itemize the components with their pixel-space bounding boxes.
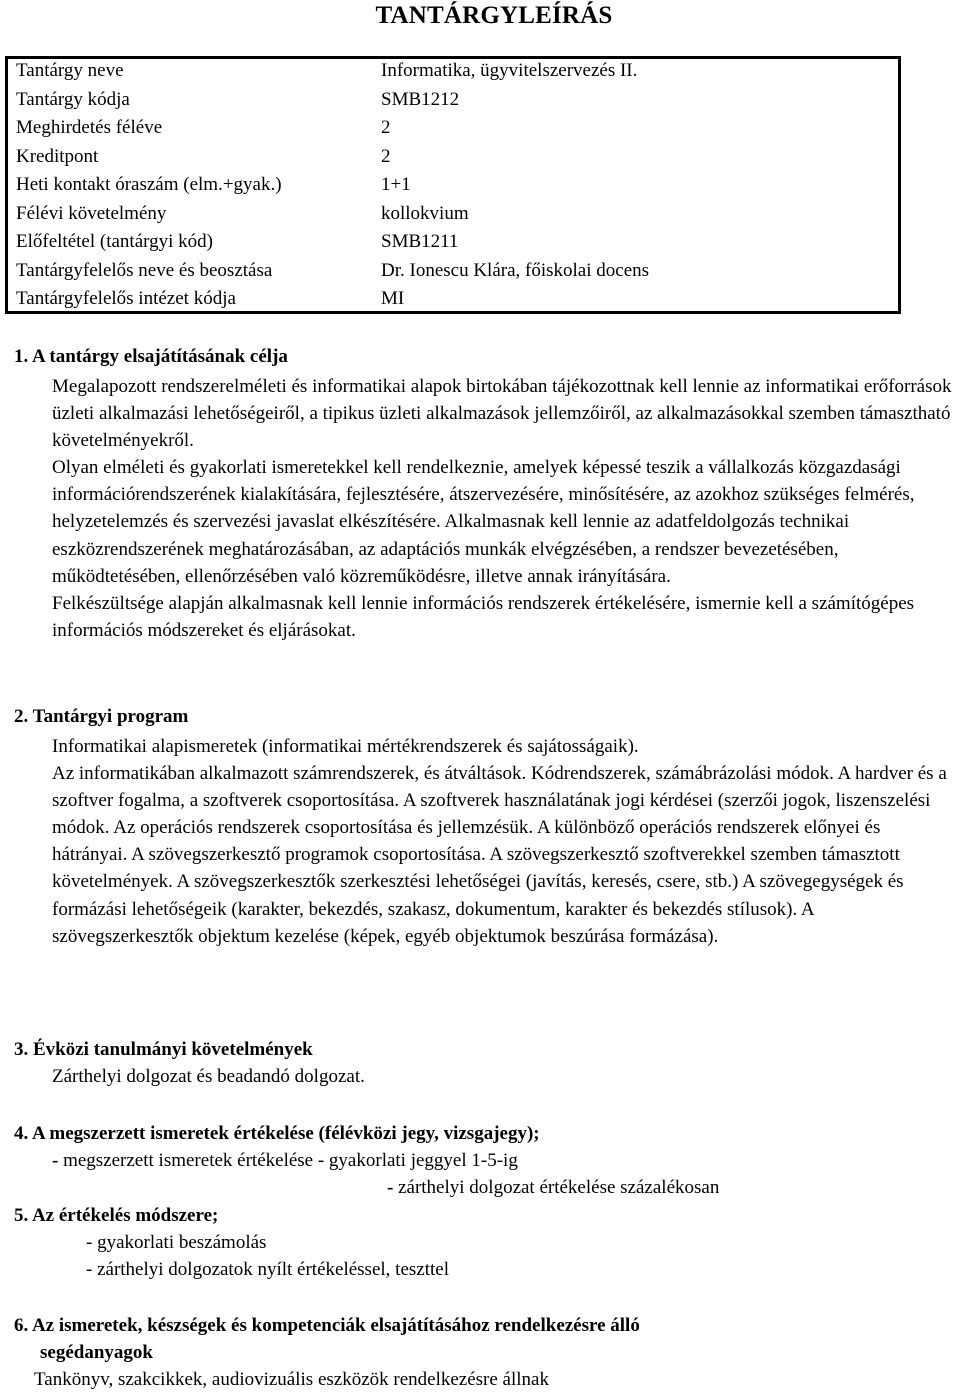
section-2-heading: 2. Tantárgyi program	[14, 706, 189, 727]
info-value: 2	[381, 117, 391, 138]
info-label: Tantárgy neve	[16, 60, 124, 81]
info-value: 2	[381, 145, 391, 167]
section-1-paragraph: Olyan elméleti és gyakorlati ismeretekkel kell rendelkeznie, amelyek képessé teszik a vállalkozás közgazdasági információrendszerének kialakítására, fejlesztésére, átszervezésére, minősítésére, az azokhoz szükséges felmérés, helyzetelemzés és szervezési javaslat elkészítésére. Alkalmasnak kell lennie az adatfeldolgozás technikai eszközrendszerének meghatározásában, az adaptációs munkák elvégzésében, a rendszer bevezetésében, működtetésében, ellenőrzésében való közreműködésre, illetve annak irányítására.	[52, 457, 915, 587]
section-1-body	[52, 373, 957, 644]
info-value: Dr. Ionescu Klára, főiskolai docens	[381, 259, 650, 281]
section-4-line	[387, 1177, 719, 1199]
section-4-heading: 4. A megszerzett ismeretek értékelése (félévközi jegy, vizsgajegy);	[14, 1123, 540, 1144]
dash: -	[387, 1177, 399, 1198]
section-6-heading-cont: segédanyagok	[40, 1342, 153, 1363]
info-value: SMB1211	[381, 231, 459, 252]
info-label: Tantárgyfelelős intézet kódja	[16, 288, 236, 309]
info-label: Tantárgyfelelős neve és beosztása	[16, 259, 273, 281]
info-label: Heti kontakt óraszám (elm.+gyak.)	[16, 174, 282, 195]
section-2-paragraph: Informatikai alapismeretek (informatikai mértékrendszerek és sajátosságaik).	[52, 736, 639, 757]
info-label: Kreditpont	[16, 145, 99, 167]
info-label: Tantárgy kódja	[16, 88, 130, 110]
section-5-item: - gyakorlati beszámolás	[86, 1232, 267, 1253]
info-value: SMB1212	[381, 88, 460, 110]
dash: -	[52, 1150, 64, 1171]
info-label: Meghirdetés féléve	[16, 117, 163, 138]
section-3-heading: 3. Évközi tanulmányi követelmények	[14, 1039, 313, 1060]
section-4-line-text: megszerzett ismeretek értékelése - gyakorlati jeggyel 1-5-ig	[63, 1150, 518, 1171]
section-6-text: Tankönyv, szakcikkek, audiovizuális eszközök rendelkezésre állnak	[34, 1369, 549, 1390]
section-5-item: - zárthelyi dolgozatok nyílt értékeléssel, teszttel	[86, 1259, 449, 1280]
section-4-line	[52, 1150, 518, 1172]
info-label: Félévi követelmény	[16, 202, 167, 224]
section-3-text: Zárthelyi dolgozat és beadandó dolgozat.	[52, 1066, 365, 1087]
section-2-paragraph: Az informatikában alkalmazott számrendszerek, és átváltások. Kódrendszerek, számábrázolási módok. A hardver és a szoftver fogalma, a szoftverek csoportosítása. A szoftverek használatának jogi kérdései (szerzői jogok, liszenszelési módok. Az operációs rendszerek csoportosítása és jellemzésük. A különböző operációs rendszerek előnyei és hátrányai. A szövegszerkesztő programok csoportosítása. A szövegszerkesztő szoftverekkel szemben támasztott követelmények. A szövegszerkesztők szerkesztési lehetőségei (javítás, keresés, csere, stb.) A szövegegységek és formázási lehetőségeik (karakter, bekezdés, szakasz, dokumentum, karakter és bekezdés stílusok). A szövegszerkesztők objektum kezelése (képek, egyéb objektumok beszúrása formázása).	[52, 763, 947, 947]
section-5-heading: 5. Az értékelés módszere;	[14, 1205, 219, 1226]
document-title: TANTÁRGYLEÍRÁS	[375, 2, 613, 29]
section-1-paragraph: Megalapozott rendszerelméleti és informatikai alapok birtokában tájékozottnak kell lennie az informatikai erőforrások üzleti alkalmazási lehetőségeiről, a tipikus üzleti alkalmazások jellemzőiről, az alkalmazásokkal szemben támasztható követelményekről.	[52, 376, 952, 452]
section-2-body	[52, 733, 957, 950]
info-value: kollokvium	[381, 202, 469, 224]
section-1-heading: 1. A tantárgy elsajátításának célja	[14, 346, 288, 367]
info-value: MI	[381, 288, 405, 309]
course-info-table	[5, 56, 901, 314]
section-1-paragraph: Felkészültsége alapján alkalmasnak kell lennie információs rendszerek értékelésére, ismernie kell a számítógépes információs módszereket és eljárásokat.	[52, 592, 915, 641]
section-6-heading: 6. Az ismeretek, készségek és kompetenciák elsajátításához rendelkezésre álló	[14, 1315, 640, 1336]
section-4-line-text: zárthelyi dolgozat értékelése százalékosan	[398, 1177, 720, 1198]
info-value: Informatika, ügyvitelszervezés II.	[381, 60, 638, 81]
info-label: Előfeltétel (tantárgyi kód)	[16, 231, 213, 252]
info-value: 1+1	[381, 174, 411, 195]
